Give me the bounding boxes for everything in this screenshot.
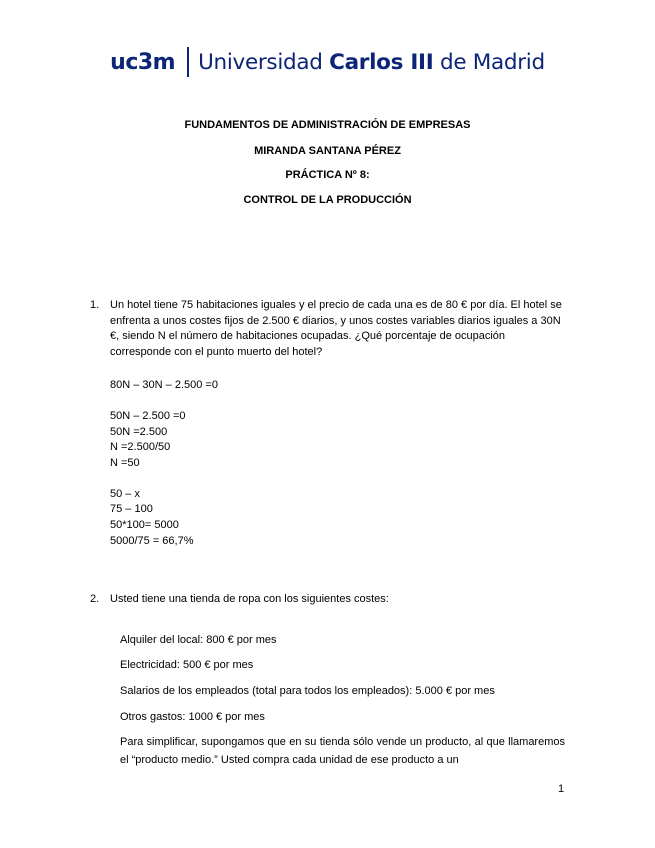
q1-work-line: 50N =2.500 <box>110 426 168 438</box>
logo-text-prefix: Universidad <box>198 49 330 75</box>
logo-divider <box>187 47 189 77</box>
logo-mark: uc3m <box>110 49 176 75</box>
q1-work-line: 5000/75 = 66,7% <box>110 535 194 547</box>
q1-work-line: 50 – x <box>110 488 140 500</box>
page-number: 1 <box>558 783 565 795</box>
q1-work-line: N =2.500/50 <box>110 441 171 453</box>
logo-text <box>198 50 545 75</box>
author-name: MIRANDA SANTANA PÉREZ <box>254 145 401 157</box>
q1-work-line: 50N – 2.500 =0 <box>110 410 186 422</box>
practice-number: PRÁCTICA Nº 8: <box>285 169 370 181</box>
cost-item: Salarios de los empleados (total para todos los empleados): 5.000 € por mes <box>120 685 495 697</box>
practice-topic: CONTROL DE LA PRODUCCIÓN <box>243 194 412 206</box>
cost-item: Otros gastos: 1000 € por mes <box>120 711 265 723</box>
q1-work-line: N =50 <box>110 457 140 469</box>
question2-continuation: Para simplificar, supongamos que en su tienda sólo vende un producto, al que llamaremos el “producto medio.” Usted compra cada unidad de ese producto a un <box>120 736 565 766</box>
q1-work-line: 75 – 100 <box>110 503 153 515</box>
logo-text-bold: Carlos III <box>329 49 434 75</box>
question1-text: Un hotel tiene 75 habitaciones iguales y el precio de cada una es de 80 € por día. El hotel se enfrenta a unos costes fijos de 2.500 € diarios, y unos costes variables diarios iguales a 30N €, siendo N el número de habitaciones ocupadas. ¿Qué porcentaje de ocupación corresponde con el punto muerto del hotel? <box>110 299 562 358</box>
cost-item: Electricidad: 500 € por mes <box>120 659 254 671</box>
question2-number: 2. <box>90 593 100 605</box>
university-logo <box>0 42 655 82</box>
course-title: FUNDAMENTOS DE ADMINISTRACIÓN DE EMPRESAS <box>184 119 471 131</box>
logo-text-suffix: de Madrid <box>433 49 545 75</box>
cost-item: Alquiler del local: 800 € por mes <box>120 634 277 646</box>
q1-work-line: 80N – 30N – 2.500 =0 <box>110 379 218 391</box>
question2-text: Usted tiene una tienda de ropa con los siguientes costes: <box>110 593 389 605</box>
question1-number: 1. <box>90 299 100 311</box>
q1-work-line: 50*100= 5000 <box>110 519 179 531</box>
